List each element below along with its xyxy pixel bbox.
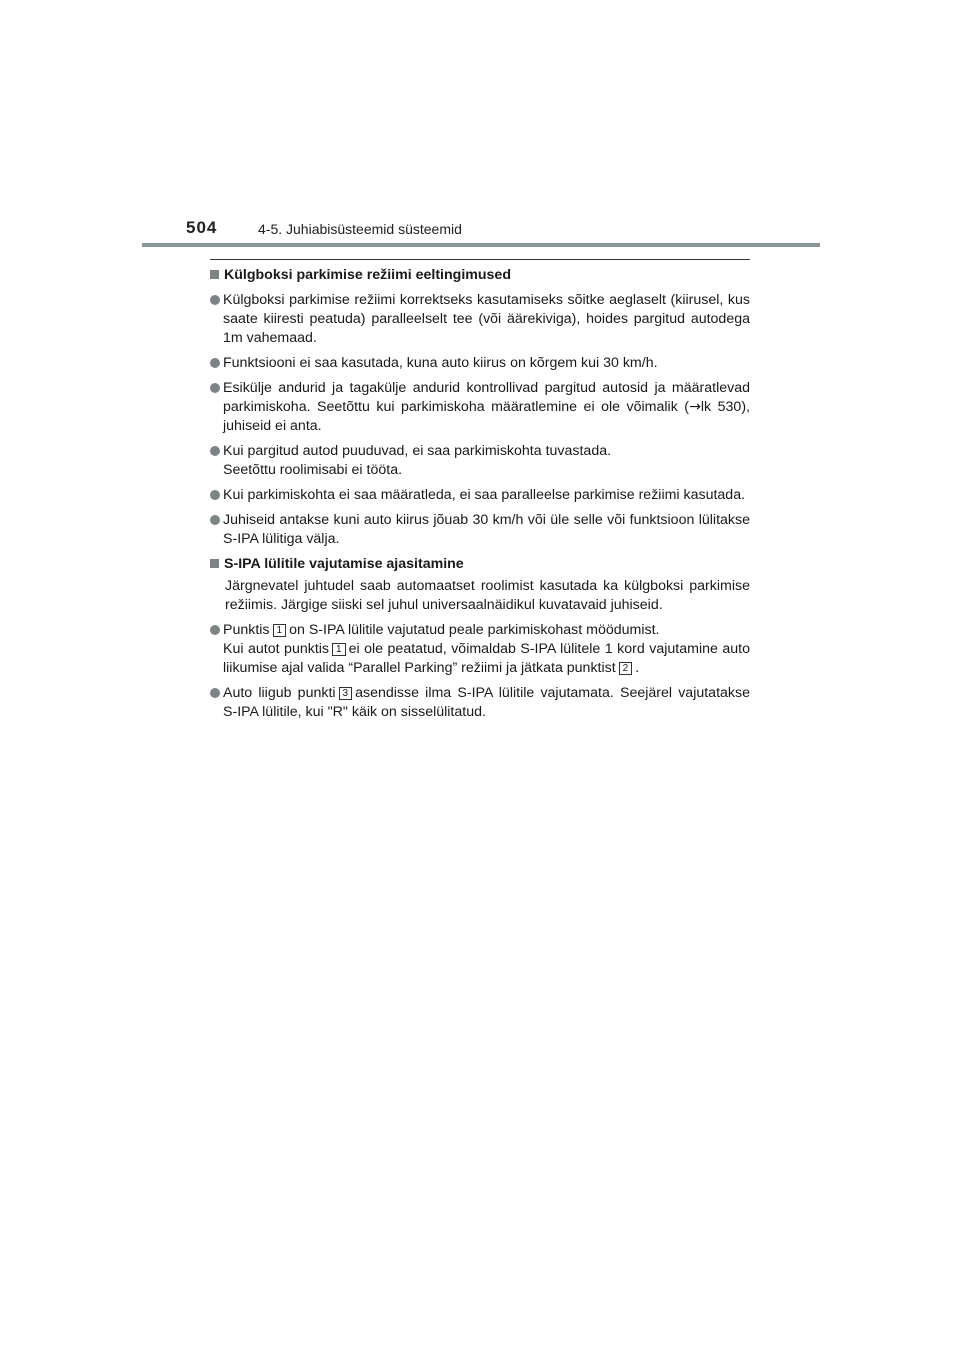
list-item [210,486,750,505]
list-item [210,511,750,549]
round-bullet-icon [210,442,223,452]
round-bullet-icon [210,486,223,496]
item-text: Kui parkimiskohta ei saa määratleda, ei saa paralleelse parkimise režiimi kasutada. [223,487,746,503]
content-body [210,259,750,722]
section-heading [210,555,750,574]
point-number-box: 2 [619,662,633,675]
item-text: Punktis 1 on S-IPA lülitile vajutatud peale parkimiskohast möödumist. Kui autot punktis 1 ei ole peatatud, võimaldab S-IPA lülitele 1 kord vajutamine auto liikumise ajal valida “Parallel Parking” režiimi ja jätkata punktist 2 . [223,622,750,676]
square-bullet-icon [210,270,219,279]
intro-paragraph: Järgnevatel juhtudel saab automaatset roolimist kasutada ka külgboksi parkimise režiimis. Järgige siiski sel juhul universaalnäidikul kuvatavaid juhiseid. [225,578,750,613]
list-item [210,379,750,436]
round-bullet-icon [210,379,223,389]
page-header [0,0,960,250]
round-bullet-icon [210,354,223,364]
round-bullet-icon [210,511,223,521]
header-rule [142,243,820,247]
item-text: Esikülje andurid ja tagakülje andurid kontrollivad pargitud autosid ja määratlevad parkimiskoha. Seetõttu kui parkimiskoha määratlemine ei ole võimalik (→lk 530), juhiseid ei anta. [223,380,750,434]
arrow-icon: → [689,399,701,415]
square-bullet-icon [210,559,219,568]
round-bullet-icon [210,684,223,694]
page-number: 504 [186,218,218,237]
list-item [210,354,750,373]
item-text: Auto liigub punkti 3 asendisse ilma S-IPA lülitile vajutamata. Seejärel vajutatakse S-IPA lülitile, kui "R" käik on sisselülitatud. [223,685,750,720]
item-text: Külgboksi parkimise režiimi korrektseks kasutamiseks sõitke aeglaselt (kiirusel, kus saate kiiresti peatuda) paralleelselt tee (või äärekiviga), hoides pargitud autodega 1m vahemaad. [223,292,750,346]
heading-text: S-IPA lülitile vajutamise ajasitamine [224,556,464,572]
item-text: Kui pargitud autod puuduvad, ei saa parkimiskohta tuvastada. Seetõttu roolimisabi ei tööta. [223,443,612,478]
item-text: Funktsiooni ei saa kasutada, kuna auto kiirus on kõrgem kui 30 km/h. [223,355,658,371]
point-number-box: 1 [273,624,287,637]
point-number-box: 1 [332,643,346,656]
item-text: Juhiseid antakse kuni auto kiirus jõuab 30 km/h või üle selle või funktsioon lülitakse S-IPA lülitiga välja. [223,512,750,547]
list-item [210,442,750,480]
point-number-box: 3 [339,687,353,700]
section-heading [210,266,750,285]
section-title: 4-5. Juhiabisüsteemid süsteemid [258,221,462,237]
round-bullet-icon [210,621,223,631]
round-bullet-icon [210,291,223,301]
heading-text: Külgboksi parkimise režiimi eeltingimused [224,267,511,283]
list-item [210,291,750,348]
list-item [210,621,750,678]
list-item [210,684,750,722]
